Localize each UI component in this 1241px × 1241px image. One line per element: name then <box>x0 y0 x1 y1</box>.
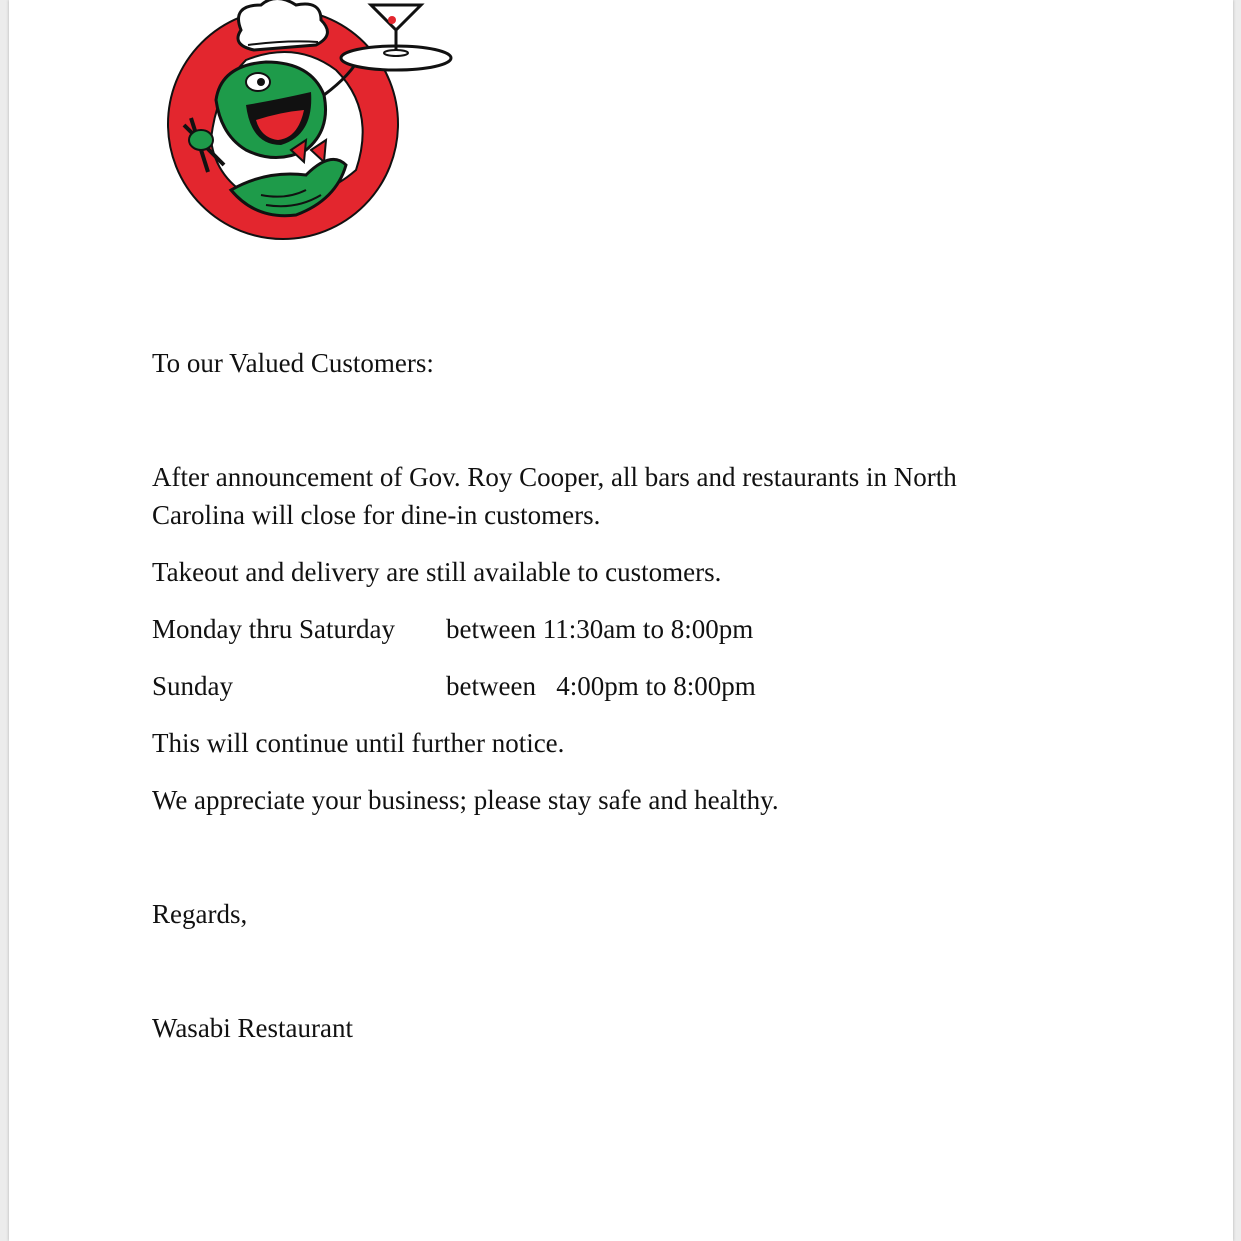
hours-days-sunday: Sunday <box>152 671 233 701</box>
notice-statement: This will continue until further notice. <box>152 728 565 758</box>
chef-fish-mascot-icon <box>146 0 456 242</box>
signature: Wasabi Restaurant <box>152 1013 354 1043</box>
letter-page <box>9 0 1233 1241</box>
appreciation-statement: We appreciate your business; please stay safe and healthy. <box>152 785 779 815</box>
hours-time-sunday: between 4:00pm to 8:00pm <box>446 671 756 701</box>
announcement-line-1: After announcement of Gov. Roy Cooper, all bars and restaurants in North <box>152 462 957 492</box>
closing: Regards, <box>152 899 248 929</box>
hours-time-weekday: between 11:30am to 8:00pm <box>446 614 754 644</box>
hours-days-weekday: Monday thru Saturday <box>152 614 395 644</box>
takeout-statement: Takeout and delivery are still available to customers. <box>152 557 722 587</box>
announcement-line-2: Carolina will close for dine-in customers. <box>152 500 601 530</box>
greeting: To our Valued Customers: <box>152 348 434 378</box>
